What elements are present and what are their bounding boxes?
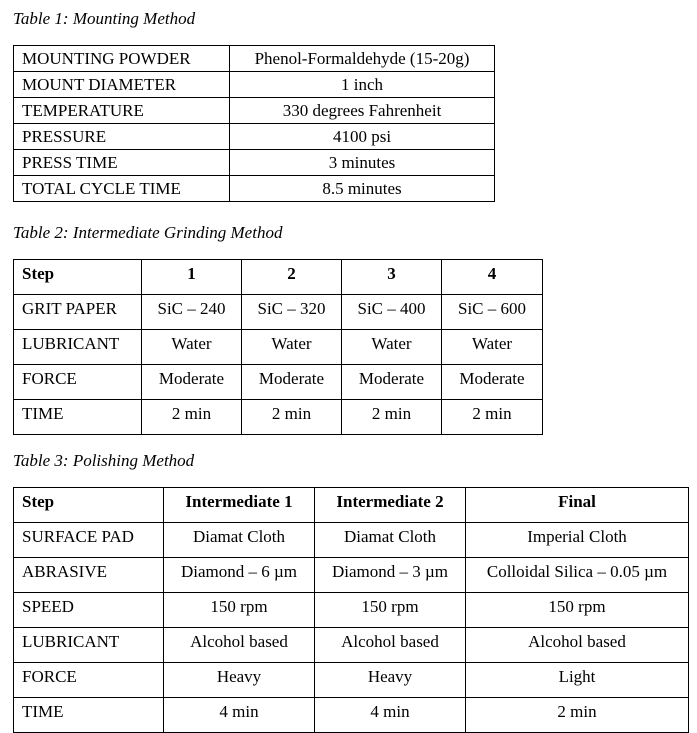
table-cell: Alcohol based: [315, 628, 466, 663]
row-value: 3 minutes: [230, 150, 495, 176]
table-cell: 150 rpm: [315, 593, 466, 628]
table-cell: SiC – 600: [442, 295, 543, 330]
row-label: LUBRICANT: [14, 330, 142, 365]
row-label: FORCE: [14, 663, 164, 698]
table-row: [14, 46, 495, 72]
table2-caption: Table 2: Intermediate Grinding Method: [13, 223, 283, 242]
row-label: PRESSURE: [14, 124, 230, 150]
row-label: TIME: [14, 698, 164, 733]
column-header: Final: [466, 488, 689, 523]
column-header: Step: [14, 488, 164, 523]
table-cell: Moderate: [442, 365, 543, 400]
table-cell: Diamat Cloth: [315, 523, 466, 558]
table-cell: Moderate: [142, 365, 242, 400]
row-value: 330 degrees Fahrenheit: [230, 98, 495, 124]
row-label: MOUNTING POWDER: [14, 46, 230, 72]
table-cell: Water: [142, 330, 242, 365]
table-row: [14, 400, 543, 435]
table-cell: SiC – 240: [142, 295, 242, 330]
table-cell: 150 rpm: [466, 593, 689, 628]
table-row: [14, 663, 689, 698]
table-cell: SiC – 400: [342, 295, 442, 330]
table-cell: Diamond – 3 µm: [315, 558, 466, 593]
table-cell: 4 min: [315, 698, 466, 733]
table-cell: Heavy: [315, 663, 466, 698]
row-value: 4100 psi: [230, 124, 495, 150]
table-row: [14, 295, 543, 330]
table-cell: Water: [442, 330, 543, 365]
table-cell: 2 min: [142, 400, 242, 435]
table-cell: Water: [242, 330, 342, 365]
table-row: [14, 523, 689, 558]
table-cell: Alcohol based: [164, 628, 315, 663]
row-label: TOTAL CYCLE TIME: [14, 176, 230, 202]
row-label: TIME: [14, 400, 142, 435]
table-cell: 150 rpm: [164, 593, 315, 628]
table-row: [14, 176, 495, 202]
row-label: SPEED: [14, 593, 164, 628]
table-cell: Water: [342, 330, 442, 365]
row-label: ABRASIVE: [14, 558, 164, 593]
table-row: [14, 330, 543, 365]
table-row: [14, 628, 689, 663]
table-cell: 2 min: [342, 400, 442, 435]
column-header: Intermediate 1: [164, 488, 315, 523]
row-value: 8.5 minutes: [230, 176, 495, 202]
grinding-method-table: [13, 259, 543, 435]
row-label: LUBRICANT: [14, 628, 164, 663]
row-value: Phenol-Formaldehyde (15-20g): [230, 46, 495, 72]
table-row: [14, 98, 495, 124]
table-cell: Moderate: [242, 365, 342, 400]
table-cell: Colloidal Silica – 0.05 µm: [466, 558, 689, 593]
column-header: 1: [142, 260, 242, 295]
column-header: 3: [342, 260, 442, 295]
table-header-row: [14, 260, 543, 295]
table-row: [14, 365, 543, 400]
table-cell: Heavy: [164, 663, 315, 698]
table-header-row: [14, 488, 689, 523]
table1-caption: Table 1: Mounting Method: [13, 9, 196, 28]
table-cell: Diamat Cloth: [164, 523, 315, 558]
table-row: [14, 150, 495, 176]
table-cell: Alcohol based: [466, 628, 689, 663]
table-row: [14, 72, 495, 98]
column-header: 4: [442, 260, 543, 295]
polishing-method-table: [13, 487, 689, 733]
table-cell: 4 min: [164, 698, 315, 733]
row-label: PRESS TIME: [14, 150, 230, 176]
table-row: [14, 698, 689, 733]
row-label: MOUNT DIAMETER: [14, 72, 230, 98]
table-cell: Moderate: [342, 365, 442, 400]
row-label: TEMPERATURE: [14, 98, 230, 124]
table-row: [14, 558, 689, 593]
table-cell: Light: [466, 663, 689, 698]
table-cell: 2 min: [242, 400, 342, 435]
mounting-method-table: [13, 45, 495, 202]
table-cell: Diamond – 6 µm: [164, 558, 315, 593]
table3-caption: Table 3: Polishing Method: [13, 451, 195, 470]
row-label: FORCE: [14, 365, 142, 400]
row-value: 1 inch: [230, 72, 495, 98]
column-header: 2: [242, 260, 342, 295]
table-row: [14, 124, 495, 150]
row-label: SURFACE PAD: [14, 523, 164, 558]
table-cell: 2 min: [442, 400, 543, 435]
column-header: Intermediate 2: [315, 488, 466, 523]
table-row: [14, 593, 689, 628]
table-cell: Imperial Cloth: [466, 523, 689, 558]
row-label: GRIT PAPER: [14, 295, 142, 330]
table-cell: 2 min: [466, 698, 689, 733]
column-header: Step: [14, 260, 142, 295]
table-cell: SiC – 320: [242, 295, 342, 330]
